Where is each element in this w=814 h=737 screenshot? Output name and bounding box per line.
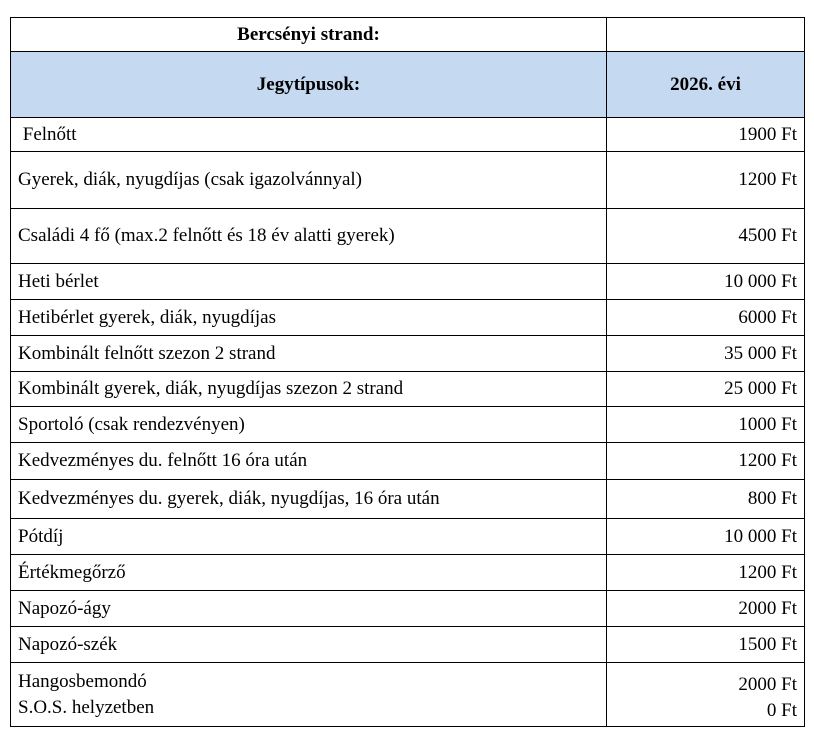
- ticket-name: [11, 663, 607, 727]
- column-header-ticket-types: Jegytípusok:: [11, 52, 607, 118]
- ticket-name-line-1: Hangosbemondó: [18, 670, 147, 692]
- ticket-price: 1500 Ft: [607, 627, 805, 663]
- ticket-price: 35 000 Ft: [607, 336, 805, 372]
- table-row: [11, 264, 805, 300]
- ticket-price: [607, 663, 805, 727]
- ticket-name: Gyerek, diák, nyugdíjas (csak igazolvánnyal): [11, 152, 607, 209]
- ticket-price: 25 000 Ft: [607, 372, 805, 407]
- table-title: Bercsényi strand:: [11, 18, 607, 52]
- title-row: [11, 18, 805, 52]
- ticket-name: Kedvezményes du. gyerek, diák, nyugdíjas, 16 óra után: [11, 480, 607, 519]
- table-row: [11, 336, 805, 372]
- ticket-name: Kedvezményes du. felnőtt 16 óra után: [11, 443, 607, 480]
- ticket-name: Felnőtt: [11, 118, 607, 152]
- table-row: [11, 209, 805, 264]
- ticket-price: 2000 Ft: [607, 591, 805, 627]
- ticket-name: Sportoló (csak rendezvényen): [11, 407, 607, 443]
- ticket-price: 1900 Ft: [607, 118, 805, 152]
- price-table: [10, 17, 805, 727]
- title-empty-cell: [607, 18, 805, 52]
- table-row: [11, 627, 805, 663]
- table-row: [11, 663, 805, 727]
- ticket-price: 1200 Ft: [607, 152, 805, 209]
- ticket-name: Kombinált gyerek, diák, nyugdíjas szezon 2 strand: [11, 372, 607, 407]
- ticket-name: Napozó-ágy: [11, 591, 607, 627]
- ticket-name: Napozó-szék: [11, 627, 607, 663]
- ticket-name: Értékmegőrző: [11, 555, 607, 591]
- table-row: [11, 300, 805, 336]
- ticket-price: 10 000 Ft: [607, 264, 805, 300]
- ticket-price: 1000 Ft: [607, 407, 805, 443]
- table-row: [11, 152, 805, 209]
- ticket-price: 1200 Ft: [607, 443, 805, 480]
- ticket-price: 6000 Ft: [607, 300, 805, 336]
- ticket-price: 1200 Ft: [607, 555, 805, 591]
- header-row: [11, 52, 805, 118]
- table-row: [11, 591, 805, 627]
- ticket-name: Családi 4 fő (max.2 felnőtt és 18 év alatti gyerek): [11, 209, 607, 264]
- table-row: [11, 118, 805, 152]
- ticket-name: Heti bérlet: [11, 264, 607, 300]
- ticket-name: Hetibérlet gyerek, diák, nyugdíjas: [11, 300, 607, 336]
- ticket-name: Kombinált felnőtt szezon 2 strand: [11, 336, 607, 372]
- ticket-price-line-2: 0 Ft: [766, 700, 797, 721]
- column-header-year: 2026. évi: [607, 52, 805, 118]
- table-row: [11, 443, 805, 480]
- table-row: [11, 407, 805, 443]
- ticket-name: Pótdíj: [11, 519, 607, 555]
- ticket-price: 10 000 Ft: [607, 519, 805, 555]
- table-row: [11, 480, 805, 519]
- ticket-price: 4500 Ft: [607, 209, 805, 264]
- table-row: [11, 555, 805, 591]
- table-row: [11, 372, 805, 407]
- ticket-price-line-1: 2000 Ft: [738, 674, 797, 695]
- ticket-price: 800 Ft: [607, 480, 805, 519]
- table-row: [11, 519, 805, 555]
- ticket-name-line-2: S.O.S. helyzetben: [18, 696, 155, 718]
